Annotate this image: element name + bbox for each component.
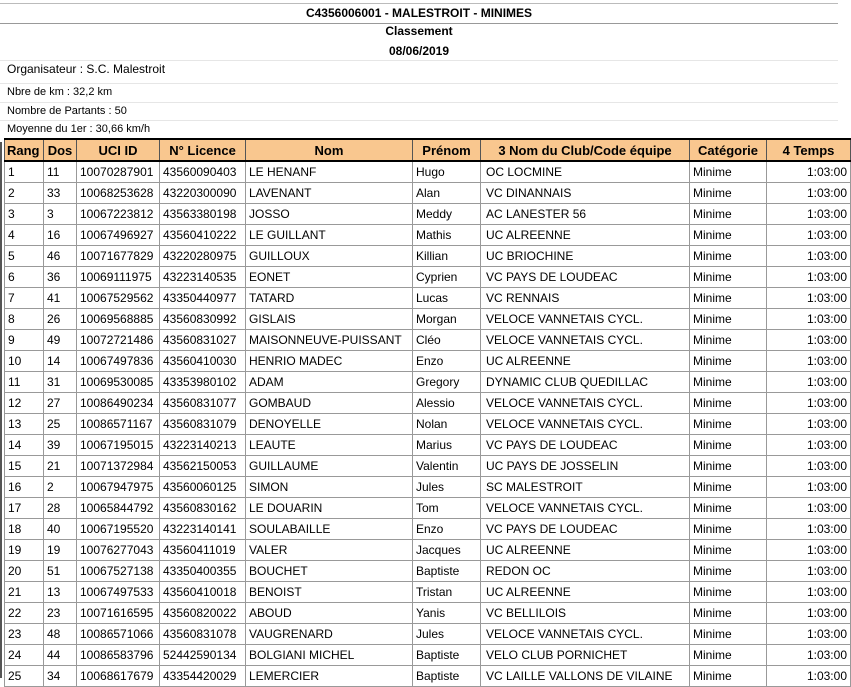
cell-categorie: Minime: [690, 477, 767, 498]
cell-dos: 48: [44, 624, 77, 645]
cell-dos: 34: [44, 666, 77, 687]
sheet-gridline: [0, 60, 838, 61]
table-row: [5, 519, 851, 540]
cell-categorie: Minime: [690, 540, 767, 561]
cell-club: VELOCE VANNETAIS CYCL.: [481, 414, 690, 435]
cell-nom: GUILLOUX: [246, 246, 413, 267]
cell-rang: 8: [5, 309, 44, 330]
cell-club: VC LAILLE VALLONS DE VILAINE: [481, 666, 690, 687]
cell-prenom: Baptiste: [413, 645, 481, 666]
cell-uci-id: 10072721486: [77, 330, 160, 351]
distance-text: Nbre de km : 32,2 km: [7, 86, 113, 98]
average-speed-text: Moyenne du 1er : 30,66 km/h: [7, 123, 151, 135]
race-date: 08/06/2019: [388, 44, 450, 58]
cell-temps: 1:03:00: [767, 624, 851, 645]
cell-uci-id: 10076277043: [77, 540, 160, 561]
cell-temps: 1:03:00: [767, 477, 851, 498]
cell-uci-id: 10067497533: [77, 582, 160, 603]
cell-temps: 1:03:00: [767, 603, 851, 624]
table-row: [5, 582, 851, 603]
table-row: [5, 624, 851, 645]
cell-licence: 43560410222: [160, 225, 246, 246]
cell-uci-id: 10069568885: [77, 309, 160, 330]
cell-licence: 43560830992: [160, 309, 246, 330]
cell-nom: HENRIO MADEC: [246, 351, 413, 372]
column-header-categorie: Catégorie: [690, 139, 767, 161]
cell-dos: 41: [44, 288, 77, 309]
cell-uci-id: 10067496927: [77, 225, 160, 246]
cell-categorie: Minime: [690, 498, 767, 519]
cell-categorie: Minime: [690, 624, 767, 645]
table-row: [5, 477, 851, 498]
cell-dos: 28: [44, 498, 77, 519]
cell-temps: 1:03:00: [767, 519, 851, 540]
cell-nom: MAISONNEUVE-PUISSANT: [246, 330, 413, 351]
cell-temps: 1:03:00: [767, 372, 851, 393]
cell-dos: 33: [44, 183, 77, 204]
cell-categorie: Minime: [690, 666, 767, 687]
cell-uci-id: 10067527138: [77, 561, 160, 582]
cell-dos: 27: [44, 393, 77, 414]
cell-prenom: Killian: [413, 246, 481, 267]
cell-nom: LE HENANF: [246, 161, 413, 183]
cell-uci-id: 10086571066: [77, 624, 160, 645]
cell-rang: 11: [5, 372, 44, 393]
cell-nom: VALER: [246, 540, 413, 561]
cell-rang: 5: [5, 246, 44, 267]
cell-temps: 1:03:00: [767, 309, 851, 330]
cell-uci-id: 10067195015: [77, 435, 160, 456]
cell-uci-id: 10067497836: [77, 351, 160, 372]
table-row: [5, 267, 851, 288]
cell-prenom: Baptiste: [413, 561, 481, 582]
cell-nom: LEAUTE: [246, 435, 413, 456]
cell-categorie: Minime: [690, 246, 767, 267]
cell-licence: 52442590134: [160, 645, 246, 666]
table-row: [5, 161, 851, 183]
cell-dos: 31: [44, 372, 77, 393]
cell-licence: 43560831027: [160, 330, 246, 351]
sheet-gridline: [0, 102, 838, 103]
cell-rang: 14: [5, 435, 44, 456]
cell-dos: 36: [44, 267, 77, 288]
starters-text: Nombre de Partants : 50: [7, 105, 127, 117]
cell-club: SC MALESTROIT: [481, 477, 690, 498]
cell-club: UC ALREENNE: [481, 351, 690, 372]
cell-rang: 18: [5, 519, 44, 540]
cell-uci-id: 10067223812: [77, 204, 160, 225]
cell-prenom: Cléo: [413, 330, 481, 351]
cell-temps: 1:03:00: [767, 393, 851, 414]
cell-prenom: Marius: [413, 435, 481, 456]
cell-rang: 23: [5, 624, 44, 645]
cell-rang: 25: [5, 666, 44, 687]
cell-nom: LEMERCIER: [246, 666, 413, 687]
cell-club: VELOCE VANNETAIS CYCL.: [481, 393, 690, 414]
cell-club: VC PAYS DE LOUDEAC: [481, 267, 690, 288]
organizer-text: Organisateur : S.C. Malestroit: [7, 62, 166, 76]
cell-dos: 40: [44, 519, 77, 540]
cell-club: UC ALREENNE: [481, 540, 690, 561]
column-header-prenom: Prénom: [413, 139, 481, 161]
cell-categorie: Minime: [690, 183, 767, 204]
cell-rang: 20: [5, 561, 44, 582]
cell-rang: 16: [5, 477, 44, 498]
cell-nom: ADAM: [246, 372, 413, 393]
cell-uci-id: 10068617679: [77, 666, 160, 687]
cell-club: DYNAMIC CLUB QUEDILLAC: [481, 372, 690, 393]
table-row: [5, 414, 851, 435]
table-row: [5, 288, 851, 309]
sheet-gridline: [0, 120, 838, 121]
cell-uci-id: 10067195520: [77, 519, 160, 540]
cell-categorie: Minime: [690, 582, 767, 603]
cell-prenom: Meddy: [413, 204, 481, 225]
cell-rang: 21: [5, 582, 44, 603]
cell-licence: 43223140213: [160, 435, 246, 456]
table-row: [5, 246, 851, 267]
cell-nom: SOULABAILLE: [246, 519, 413, 540]
cell-uci-id: 10071616595: [77, 603, 160, 624]
cell-licence: 43560820022: [160, 603, 246, 624]
cell-prenom: Jacques: [413, 540, 481, 561]
cell-licence: 43220300090: [160, 183, 246, 204]
table-header-row: [5, 139, 851, 161]
cell-dos: 11: [44, 161, 77, 183]
table-row: [5, 561, 851, 582]
cell-licence: 43562150053: [160, 456, 246, 477]
cell-nom: BENOIST: [246, 582, 413, 603]
cell-categorie: Minime: [690, 435, 767, 456]
cell-licence: 43354420029: [160, 666, 246, 687]
cell-uci-id: 10067529562: [77, 288, 160, 309]
cell-categorie: Minime: [690, 519, 767, 540]
cell-nom: SIMON: [246, 477, 413, 498]
cell-club: VELO CLUB PORNICHET: [481, 645, 690, 666]
cell-club: UC PAYS DE JOSSELIN: [481, 456, 690, 477]
cell-temps: 1:03:00: [767, 645, 851, 666]
cell-club: VELOCE VANNETAIS CYCL.: [481, 309, 690, 330]
sheet-gridline: [0, 83, 838, 84]
cell-categorie: Minime: [690, 225, 767, 246]
cell-club: VELOCE VANNETAIS CYCL.: [481, 330, 690, 351]
cell-uci-id: 10071677829: [77, 246, 160, 267]
cell-temps: 1:03:00: [767, 666, 851, 687]
cell-nom: GOMBAUD: [246, 393, 413, 414]
column-header-club: 3 Nom du Club/Code équipe: [481, 139, 690, 161]
cell-club: OC LOCMINE: [481, 161, 690, 183]
cell-uci-id: 10069530085: [77, 372, 160, 393]
cell-rang: 15: [5, 456, 44, 477]
results-table: [4, 138, 851, 687]
cell-nom: TATARD: [246, 288, 413, 309]
table-row: [5, 225, 851, 246]
cell-club: VC PAYS DE LOUDEAC: [481, 519, 690, 540]
cell-licence: 43353980102: [160, 372, 246, 393]
cell-prenom: Yanis: [413, 603, 481, 624]
cell-temps: 1:03:00: [767, 540, 851, 561]
cell-licence: 43560831079: [160, 414, 246, 435]
cell-nom: LAVENANT: [246, 183, 413, 204]
cell-rang: 6: [5, 267, 44, 288]
cell-temps: 1:03:00: [767, 330, 851, 351]
cell-licence: 43560060125: [160, 477, 246, 498]
cell-prenom: Nolan: [413, 414, 481, 435]
cell-rang: 4: [5, 225, 44, 246]
cell-club: VELOCE VANNETAIS CYCL.: [481, 624, 690, 645]
cell-temps: 1:03:00: [767, 183, 851, 204]
cell-dos: 14: [44, 351, 77, 372]
cell-nom: GUILLAUME: [246, 456, 413, 477]
cell-nom: LE DOUARIN: [246, 498, 413, 519]
cell-licence: 43350440977: [160, 288, 246, 309]
cell-categorie: Minime: [690, 309, 767, 330]
cell-categorie: Minime: [690, 393, 767, 414]
column-header-licence: N° Licence: [160, 139, 246, 161]
cell-rang: 19: [5, 540, 44, 561]
cell-temps: 1:03:00: [767, 561, 851, 582]
cell-nom: DENOYELLE: [246, 414, 413, 435]
cell-rang: 10: [5, 351, 44, 372]
cell-club: UC ALREENNE: [481, 225, 690, 246]
cell-licence: 43560830162: [160, 498, 246, 519]
cell-uci-id: 10086583796: [77, 645, 160, 666]
cell-categorie: Minime: [690, 414, 767, 435]
cell-temps: 1:03:00: [767, 582, 851, 603]
cell-rang: 12: [5, 393, 44, 414]
table-body: [5, 161, 851, 687]
cell-club: REDON OC: [481, 561, 690, 582]
cell-licence: 43560410018: [160, 582, 246, 603]
cell-club: VC RENNAIS: [481, 288, 690, 309]
column-header-temps: 4 Temps: [767, 139, 851, 161]
column-header-rang: Rang: [5, 139, 44, 161]
cell-licence: 43560090403: [160, 161, 246, 183]
cell-temps: 1:03:00: [767, 435, 851, 456]
cell-dos: 44: [44, 645, 77, 666]
cell-nom: BOUCHET: [246, 561, 413, 582]
cell-rang: 17: [5, 498, 44, 519]
cell-prenom: Valentin: [413, 456, 481, 477]
table-row: [5, 351, 851, 372]
table-row: [5, 645, 851, 666]
cell-uci-id: 10070287901: [77, 161, 160, 183]
cell-temps: 1:03:00: [767, 204, 851, 225]
cell-uci-id: 10086571167: [77, 414, 160, 435]
cell-temps: 1:03:00: [767, 246, 851, 267]
table-row: [5, 540, 851, 561]
cell-prenom: Gregory: [413, 372, 481, 393]
column-header-nom: Nom: [246, 139, 413, 161]
cell-dos: 26: [44, 309, 77, 330]
cell-uci-id: 10069111975: [77, 267, 160, 288]
cell-categorie: Minime: [690, 288, 767, 309]
cell-uci-id: 10086490234: [77, 393, 160, 414]
cell-rang: 3: [5, 204, 44, 225]
left-border: [0, 142, 2, 678]
cell-prenom: Mathis: [413, 225, 481, 246]
cell-dos: 21: [44, 456, 77, 477]
cell-dos: 2: [44, 477, 77, 498]
cell-nom: LE GUILLANT: [246, 225, 413, 246]
cell-categorie: Minime: [690, 267, 767, 288]
table-row: [5, 309, 851, 330]
cell-prenom: Enzo: [413, 519, 481, 540]
cell-dos: 25: [44, 414, 77, 435]
cell-temps: 1:03:00: [767, 351, 851, 372]
table-row: [5, 372, 851, 393]
cell-uci-id: 10068253628: [77, 183, 160, 204]
cell-club: UC ALREENNE: [481, 582, 690, 603]
cell-rang: 13: [5, 414, 44, 435]
cell-categorie: Minime: [690, 372, 767, 393]
cell-temps: 1:03:00: [767, 414, 851, 435]
race-title: C4356006001 - MALESTROIT - MINIMES: [0, 3, 838, 24]
cell-dos: 49: [44, 330, 77, 351]
cell-licence: 43563380198: [160, 204, 246, 225]
cell-prenom: Alan: [413, 183, 481, 204]
cell-categorie: Minime: [690, 161, 767, 183]
cell-licence: 43560831078: [160, 624, 246, 645]
cell-licence: 43223140535: [160, 267, 246, 288]
table-row: [5, 456, 851, 477]
cell-club: VC DINANNAIS: [481, 183, 690, 204]
cell-dos: 51: [44, 561, 77, 582]
cell-club: AC LANESTER 56: [481, 204, 690, 225]
cell-rang: 24: [5, 645, 44, 666]
cell-categorie: Minime: [690, 645, 767, 666]
cell-nom: EONET: [246, 267, 413, 288]
cell-categorie: Minime: [690, 204, 767, 225]
cell-club: UC BRIOCHINE: [481, 246, 690, 267]
cell-licence: 43560831077: [160, 393, 246, 414]
cell-dos: 16: [44, 225, 77, 246]
cell-club: VELOCE VANNETAIS CYCL.: [481, 498, 690, 519]
column-header-uci-id: UCI ID: [77, 139, 160, 161]
table-row: [5, 330, 851, 351]
cell-rang: 22: [5, 603, 44, 624]
cell-temps: 1:03:00: [767, 161, 851, 183]
cell-dos: 23: [44, 603, 77, 624]
cell-categorie: Minime: [690, 456, 767, 477]
cell-prenom: Baptiste: [413, 666, 481, 687]
cell-dos: 3: [44, 204, 77, 225]
cell-club: VC PAYS DE LOUDEAC: [481, 435, 690, 456]
cell-licence: 43220280975: [160, 246, 246, 267]
cell-prenom: Jules: [413, 624, 481, 645]
cell-nom: JOSSO: [246, 204, 413, 225]
table-row: [5, 603, 851, 624]
cell-dos: 19: [44, 540, 77, 561]
cell-rang: 1: [5, 161, 44, 183]
cell-rang: 2: [5, 183, 44, 204]
cell-categorie: Minime: [690, 351, 767, 372]
table-row: [5, 435, 851, 456]
cell-temps: 1:03:00: [767, 498, 851, 519]
cell-categorie: Minime: [690, 561, 767, 582]
cell-rang: 9: [5, 330, 44, 351]
cell-temps: 1:03:00: [767, 225, 851, 246]
cell-licence: 43350400355: [160, 561, 246, 582]
cell-uci-id: 10065844792: [77, 498, 160, 519]
cell-dos: 46: [44, 246, 77, 267]
cell-prenom: Morgan: [413, 309, 481, 330]
cell-prenom: Tristan: [413, 582, 481, 603]
cell-temps: 1:03:00: [767, 267, 851, 288]
cell-licence: 43223140141: [160, 519, 246, 540]
cell-prenom: Cyprien: [413, 267, 481, 288]
table-row: [5, 204, 851, 225]
cell-licence: 43560411019: [160, 540, 246, 561]
cell-prenom: Enzo: [413, 351, 481, 372]
cell-categorie: Minime: [690, 603, 767, 624]
column-header-dos: Dos: [44, 139, 77, 161]
cell-nom: VAUGRENARD: [246, 624, 413, 645]
cell-dos: 39: [44, 435, 77, 456]
table-row: [5, 666, 851, 687]
cell-temps: 1:03:00: [767, 288, 851, 309]
cell-rang: 7: [5, 288, 44, 309]
cell-club: VC BELLILOIS: [481, 603, 690, 624]
ranking-heading: Classement: [385, 24, 453, 38]
cell-categorie: Minime: [690, 330, 767, 351]
cell-nom: GISLAIS: [246, 309, 413, 330]
cell-nom: ABOUD: [246, 603, 413, 624]
cell-temps: 1:03:00: [767, 456, 851, 477]
cell-dos: 13: [44, 582, 77, 603]
cell-prenom: Jules: [413, 477, 481, 498]
cell-uci-id: 10067947975: [77, 477, 160, 498]
cell-nom: BOLGIANI MICHEL: [246, 645, 413, 666]
table-row: [5, 498, 851, 519]
cell-prenom: Alessio: [413, 393, 481, 414]
cell-prenom: Lucas: [413, 288, 481, 309]
cell-prenom: Tom: [413, 498, 481, 519]
cell-licence: 43560410030: [160, 351, 246, 372]
cell-uci-id: 10071372984: [77, 456, 160, 477]
table-row: [5, 183, 851, 204]
table-row: [5, 393, 851, 414]
cell-prenom: Hugo: [413, 161, 481, 183]
